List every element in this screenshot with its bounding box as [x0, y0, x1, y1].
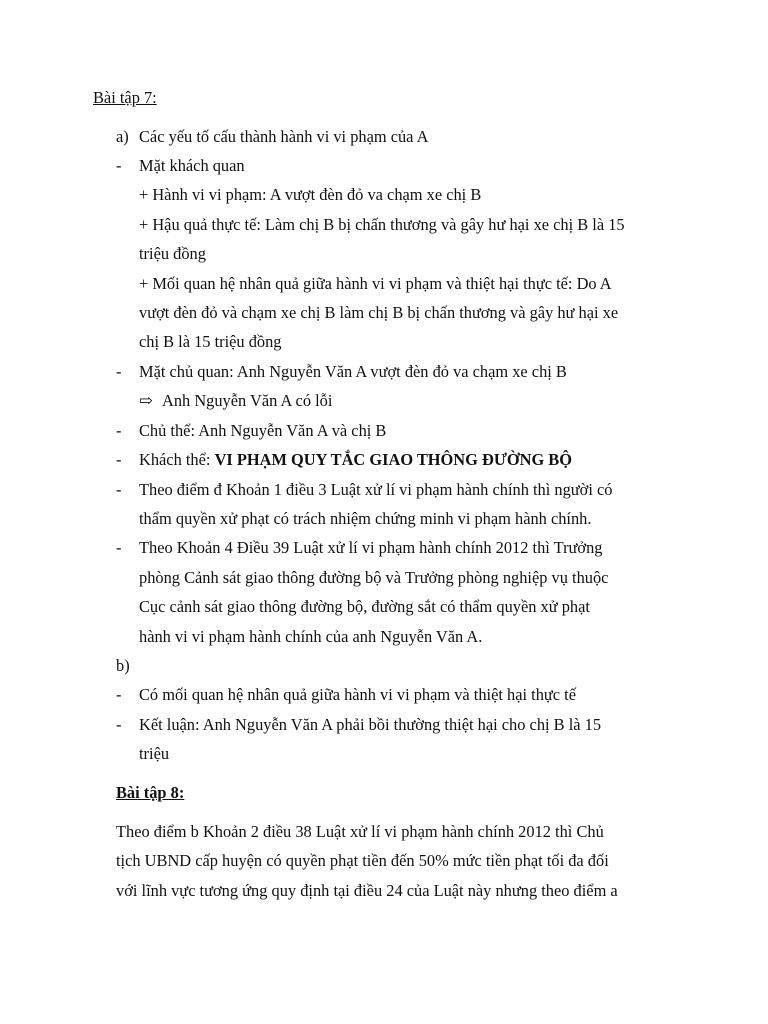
- dash: -: [116, 685, 122, 704]
- dash: -: [116, 421, 122, 440]
- consequence-line-1: + Hậu quả thực tế: Làm chị B bị chấn thương và gây hư hại xe chị B là 15: [139, 215, 625, 234]
- exercise-7-title: Bài tập 7:: [93, 88, 157, 107]
- object-value: VI PHẠM QUY TẮC GIAO THÔNG ĐƯỜNG BỘ: [214, 450, 572, 469]
- point-d-line-2: thẩm quyền xử phạt có trách nhiệm chứng minh vi phạm hành chính.: [139, 509, 592, 528]
- clause-4-line-2: phòng Cảnh sát giao thông đường bộ và Trưởng phòng nghiệp vụ thuộc: [139, 568, 609, 587]
- conclusion-line-2: triệu: [139, 744, 170, 763]
- point-d-line-1: Theo điểm đ Khoản 1 điều 3 Luật xử lí vi phạm hành chính thì người có: [139, 480, 613, 499]
- dash: -: [116, 362, 122, 381]
- causal-line-2: vượt đèn đỏ và chạm xe chị B làm chị B bị chấn thương và gây hư hại xe: [139, 303, 619, 322]
- clause-4-line-4: hành vi vi phạm hành chính của anh Nguyễn Văn A.: [139, 627, 483, 646]
- item-a-text: Các yếu tố cấu thành hành vi vi phạm của A: [139, 127, 429, 146]
- subject-text: Chủ thể: Anh Nguyễn Văn A và chị B: [139, 421, 387, 440]
- item-b-marker: b): [116, 656, 130, 675]
- act-line: + Hành vi vi phạm: A vượt đèn đỏ va chạm xe chị B: [139, 185, 482, 204]
- causal-line-3: chị B là 15 triệu đồng: [139, 332, 282, 351]
- dash: -: [116, 715, 122, 734]
- dash: -: [116, 538, 122, 557]
- fault-text: Anh Nguyễn Văn A có lỗi: [162, 391, 333, 410]
- ex8-para-line-1: Theo điểm b Khoản 2 điều 38 Luật xử lí vi phạm hành chính 2012 thì Chủ: [116, 822, 604, 841]
- ex8-para-line-3: với lĩnh vực tương ứng quy định tại điều 24 của Luật này nhưng theo điểm a: [116, 881, 618, 900]
- object-label: Khách thể:: [139, 450, 215, 469]
- object-line: [139, 450, 572, 470]
- clause-4-line-1: Theo Khoản 4 Điều 39 Luật xử lí vi phạm hành chính 2012 thì Trưởng: [139, 538, 603, 557]
- objective-side-text: Mặt khách quan: [139, 156, 245, 175]
- dash: -: [116, 480, 122, 499]
- item-a-marker: a): [116, 127, 129, 146]
- right-arrow-icon: ⇨: [139, 391, 153, 410]
- clause-4-line-3: Cục cảnh sát giao thông đường bộ, đường sắt có thẩm quyền xử phạt: [139, 597, 590, 616]
- dash: -: [116, 450, 122, 469]
- ex8-para-line-2: tịch UBND cấp huyện có quyền phạt tiền đến 50% mức tiền phạt tối đa đối: [116, 851, 609, 870]
- causal-line-1: + Mối quan hệ nhân quả giữa hành vi vi phạm và thiệt hại thực tế: Do A: [139, 274, 612, 293]
- conclusion-line-1: Kết luận: Anh Nguyễn Văn A phải bồi thường thiệt hại cho chị B là 15: [139, 715, 602, 734]
- dash: -: [116, 156, 122, 175]
- subjective-side-text: Mặt chủ quan: Anh Nguyễn Văn A vượt đèn đỏ va chạm xe chị B: [139, 362, 567, 381]
- fault-line: [139, 391, 332, 411]
- exercise-8-title: Bài tập 8:: [116, 783, 185, 802]
- b-causal-text: Có mối quan hệ nhân quả giữa hành vi vi phạm và thiệt hại thực tế: [139, 685, 576, 704]
- consequence-line-2: triệu đồng: [139, 244, 206, 263]
